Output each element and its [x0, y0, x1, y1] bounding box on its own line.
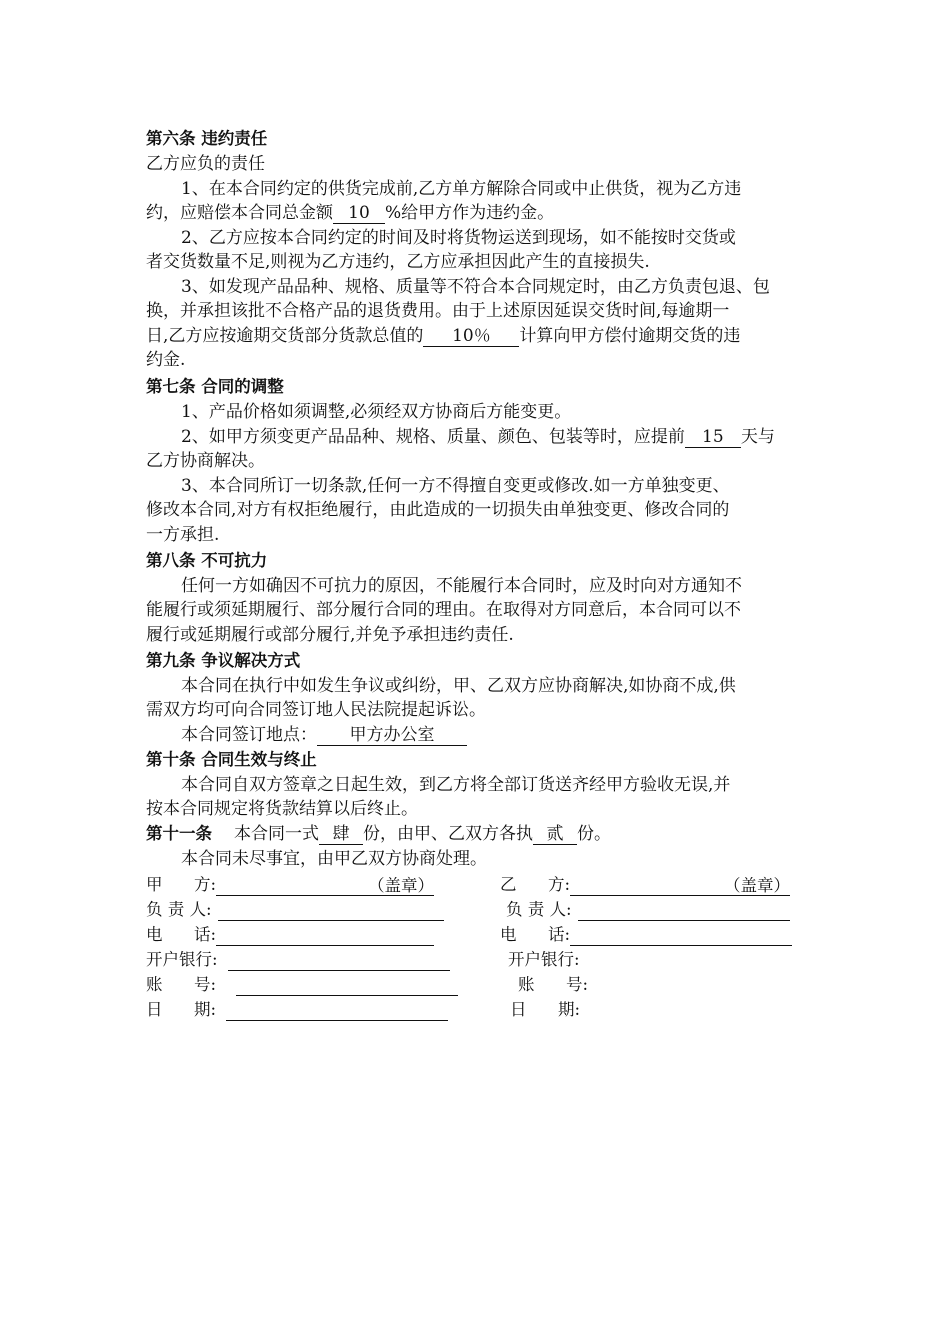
article-11-heading: 第十一条	[146, 824, 212, 843]
article-6-p1-line1: 1、在本合同约定的供货完成前,乙方单方解除合同或中止供货，视为乙方违	[181, 179, 742, 199]
notice-days-field: 15	[685, 428, 741, 448]
late-penalty-field: 10％	[423, 327, 519, 347]
party-a-date-field[interactable]	[226, 1002, 448, 1021]
article-7-heading: 第七条 合同的调整	[146, 377, 284, 396]
article-6-p3-line3: 日,乙方应按逾期交货部分货款总值的 10％ 计算向甲方偿付逾期交货的违	[146, 326, 741, 346]
party-b-phone-label: 电 话:	[500, 925, 571, 944]
article-11-line2: 本合同未尽事宜，由甲乙双方协商处理。	[181, 849, 487, 869]
party-b-rep-row	[506, 899, 790, 921]
party-a-account-field[interactable]	[236, 977, 458, 996]
copies-each-field: 贰	[533, 825, 577, 845]
party-a-bank-row	[146, 949, 450, 971]
party-b-label: 乙 方:	[500, 875, 571, 894]
article-7-p1: 1、产品价格如须调整,必须经双方协商后方能变更。	[181, 402, 572, 422]
signing-place-field: 甲方办公室	[317, 726, 467, 746]
party-b-phone-field[interactable]	[570, 927, 792, 946]
party-a-row	[146, 874, 434, 896]
article-6-p2-line1: 2、乙方应按本合同约定的时间及时将货物运送到现场，如不能按时交货或	[181, 228, 736, 248]
article-10-p1-line2: 按本合同规定将货款结算以后终止。	[146, 799, 418, 819]
party-a-rep-label: 负 责 人:	[146, 900, 212, 919]
party-b-phone-row	[500, 924, 792, 946]
article-8-p1-line3: 履行或延期履行或部分履行,并免予承担违约责任.	[146, 625, 514, 645]
article-6-p2-line2: 者交货数量不足,则视为乙方违约，乙方应承担因此产生的直接损失.	[146, 252, 650, 272]
article-9-p2: 本合同签订地点： 甲方办公室	[146, 723, 851, 748]
article-6-p3-line1: 3、如发现产品品种、规格、质量等不符合本合同规定时，由乙方负责包退、包	[181, 277, 770, 297]
party-b-date-row	[510, 999, 580, 1021]
article-7-p2-line2: 乙方协商解决。	[146, 451, 265, 471]
party-b-field[interactable]	[570, 877, 790, 896]
party-b-row	[500, 874, 790, 896]
party-a-label: 甲 方:	[146, 875, 217, 894]
party-b-account-row	[518, 974, 588, 996]
party-b-seal: （盖章）	[724, 876, 791, 895]
article-6-p1-line2: 约，应赔偿本合同总金额 10 %给甲方作为违约金。	[146, 203, 555, 223]
party-a-field[interactable]	[216, 877, 434, 896]
article-7-p2-line1: 2、如甲方须变更产品品种、规格、质量、颜色、包装等时，应提前 15 天与	[181, 427, 775, 447]
party-b-bank-row	[508, 949, 580, 971]
party-b-account-label: 账 号:	[518, 975, 589, 994]
article-6-subheading: 乙方应负的责任	[146, 154, 265, 174]
article-6-heading: 第六条 违约责任	[146, 129, 268, 148]
party-a-phone-label: 电 话:	[146, 925, 217, 944]
party-a-phone-row	[146, 924, 434, 946]
article-8-p1-line1: 任何一方如确因不可抗力的原因，不能履行本合同时，应及时向对方通知不	[181, 576, 742, 596]
article-6-p3-line4: 约金.	[146, 350, 186, 370]
article-9-heading: 第九条 争议解决方式	[146, 651, 301, 670]
party-b-rep-label: 负 责 人:	[506, 900, 572, 919]
party-b-date-label: 日 期:	[510, 1000, 581, 1019]
article-7-p3-line3: 一方承担.	[146, 525, 220, 545]
article-11-line1: 第十一条 本合同一式 肆 份，由甲、乙双方各执 贰 份。	[146, 824, 611, 844]
article-9-p1-line1: 本合同在执行中如发生争议或纠纷，甲、乙双方应协商解决,如协商不成,供	[181, 676, 736, 696]
article-10-p1-line1: 本合同自双方签章之日起生效，到乙方将全部订货送齐经甲方验收无误,并	[181, 775, 731, 795]
party-a-rep-row	[146, 899, 444, 921]
party-a-seal: （盖章）	[368, 876, 435, 895]
party-a-date-label: 日 期:	[146, 1000, 217, 1019]
party-a-account-label: 账 号:	[146, 975, 217, 994]
party-b-bank-label: 开户银行:	[508, 950, 580, 969]
article-7-p3-line2: 修改本合同,对方有权拒绝履行，由此造成的一切损失由单独变更、修改合同的	[146, 500, 730, 520]
party-b-rep-field[interactable]	[578, 902, 790, 921]
party-a-bank-field[interactable]	[228, 952, 450, 971]
party-a-account-row	[146, 974, 458, 996]
article-8-heading: 第八条 不可抗力	[146, 551, 268, 570]
party-a-date-row	[146, 999, 448, 1021]
article-8-p1-line2: 能履行或须延期履行、部分履行合同的理由。在取得对方同意后，本合同可以不	[146, 600, 741, 620]
copies-total-field: 肆	[319, 825, 363, 845]
party-a-phone-field[interactable]	[216, 927, 434, 946]
article-6-p3-line2: 换，并承担该批不合格产品的退货费用。由于上述原因延误交货时间,每逾期一	[146, 301, 730, 321]
article-10-heading: 第十条 合同生效与终止	[146, 750, 317, 769]
penalty-percent-field: 10	[333, 204, 385, 224]
party-a-rep-field[interactable]	[218, 902, 444, 921]
party-a-bank-label: 开户银行:	[146, 950, 218, 969]
article-7-p3-line1: 3、本合同所订一切条款,任何一方不得擅自变更或修改.如一方单独变更、	[181, 476, 730, 496]
article-9-p1-line2: 需双方均可向合同签订地人民法院提起诉讼。	[146, 700, 486, 720]
